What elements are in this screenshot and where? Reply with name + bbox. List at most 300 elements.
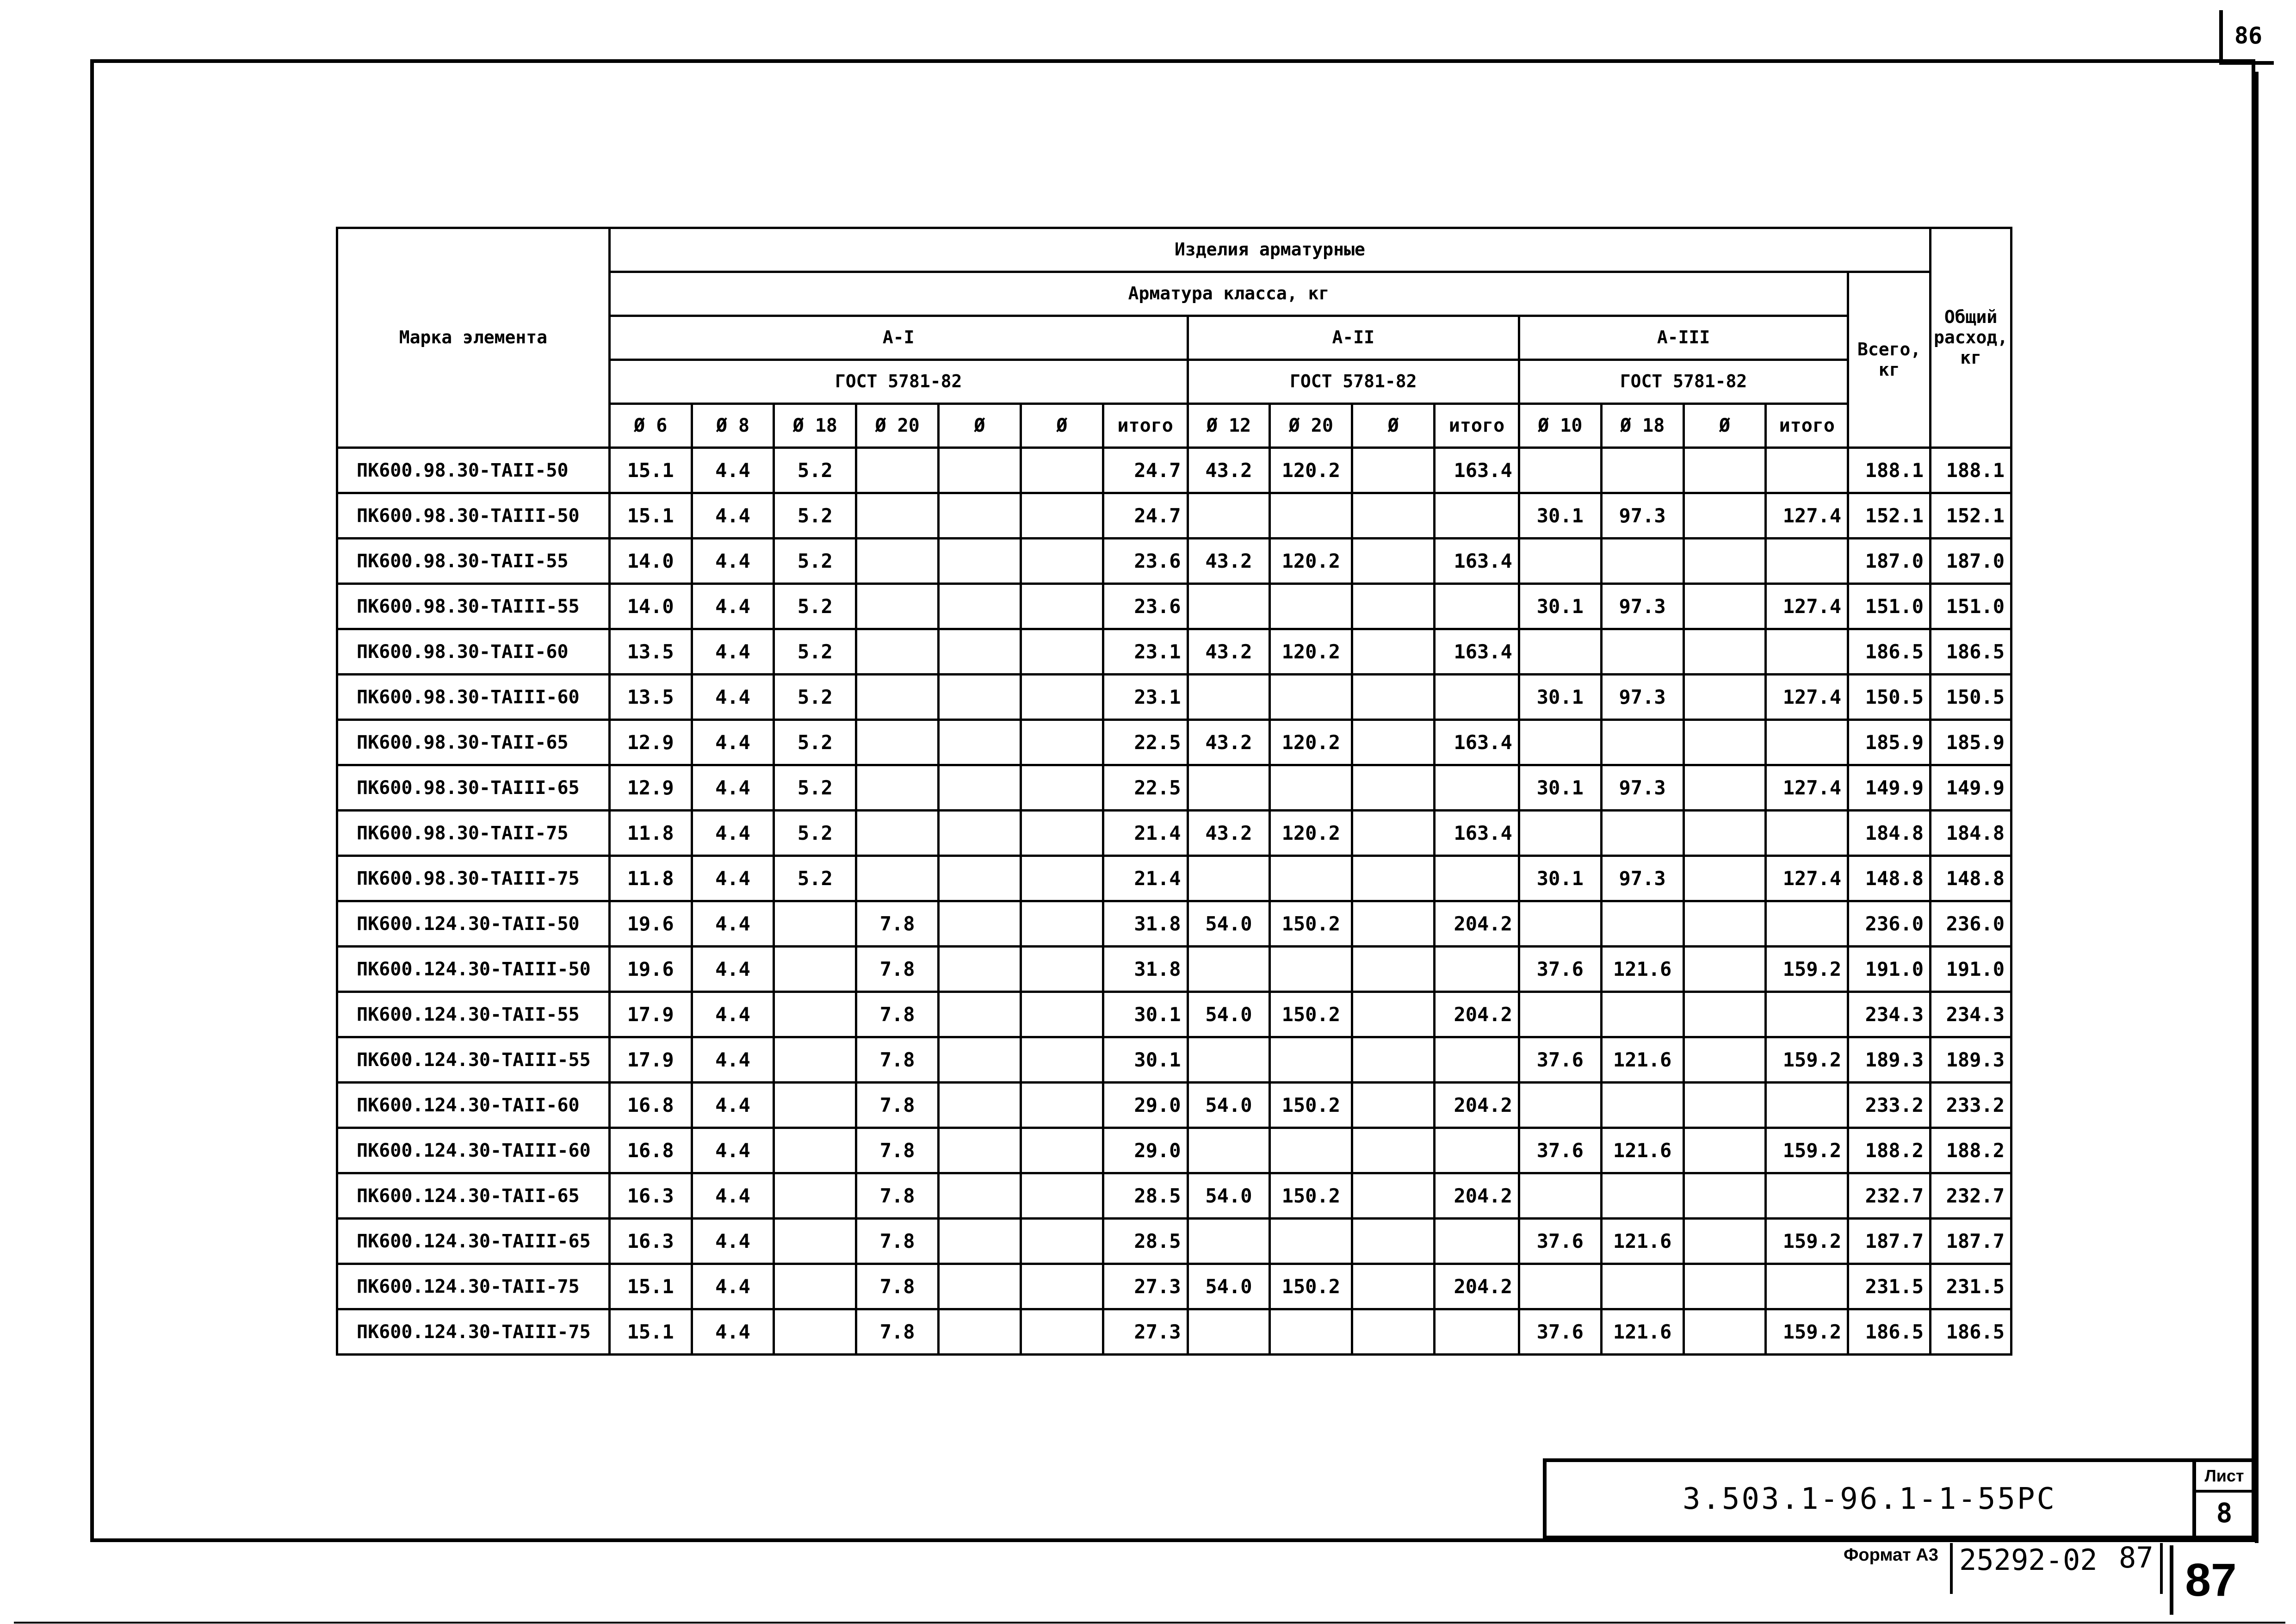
value-cell (939, 901, 1021, 947)
table-row (337, 1173, 2011, 1219)
value-cell: 5.2 (774, 629, 856, 675)
value-cell: 15.1 (609, 448, 692, 493)
value-cell: 7.8 (856, 1309, 939, 1355)
value-cell: 188.1 (1848, 448, 1931, 493)
value-cell: 5.2 (774, 539, 856, 584)
archive-code: 25292-02 (1959, 1543, 2098, 1577)
value-cell: 54.0 (1188, 1173, 1270, 1219)
value-cell: 4.4 (692, 539, 774, 584)
value-cell (1270, 675, 1352, 720)
header-gost-a3: ГОСТ 5781-82 (1519, 360, 1848, 404)
table-row (337, 584, 2011, 629)
value-cell: 184.8 (1848, 811, 1931, 856)
value-cell: 159.2 (1766, 1219, 1848, 1264)
value-cell (774, 1173, 856, 1219)
value-cell: 5.2 (774, 856, 856, 901)
value-cell (856, 856, 939, 901)
value-cell: 4.4 (692, 992, 774, 1037)
value-cell (1270, 1128, 1352, 1173)
table-row (337, 539, 2011, 584)
table-row (337, 493, 2011, 539)
value-cell: 11.8 (609, 811, 692, 856)
value-cell (939, 720, 1021, 765)
value-cell: 22.5 (1103, 765, 1188, 811)
value-cell: 7.8 (856, 1219, 939, 1264)
value-cell (1683, 493, 1766, 539)
value-cell (1766, 1264, 1848, 1309)
value-cell (939, 856, 1021, 901)
value-cell: 127.4 (1766, 675, 1848, 720)
value-cell: 43.2 (1188, 629, 1270, 675)
value-cell: 29.0 (1103, 1083, 1188, 1128)
value-cell: 30.1 (1103, 992, 1188, 1037)
table-row (337, 1128, 2011, 1173)
value-cell (1352, 765, 1435, 811)
value-cell: 120.2 (1270, 629, 1352, 675)
value-cell: 22.5 (1103, 720, 1188, 765)
value-cell: 159.2 (1766, 1128, 1848, 1173)
value-cell (1683, 675, 1766, 720)
value-cell: 185.9 (1931, 720, 2011, 765)
value-cell: 127.4 (1766, 584, 1848, 629)
value-cell: 163.4 (1435, 720, 1519, 765)
element-mark-cell: ПК600.98.30-ТАII-75 (337, 811, 610, 856)
table-row (337, 1037, 2011, 1083)
value-cell (774, 1264, 856, 1309)
value-cell: 127.4 (1766, 765, 1848, 811)
value-cell: 30.1 (1519, 856, 1601, 901)
header-gost-a1: ГОСТ 5781-82 (609, 360, 1188, 404)
header-mark: Марка элемента (337, 228, 610, 448)
table-row (337, 947, 2011, 992)
value-cell: 54.0 (1188, 1083, 1270, 1128)
value-cell: 232.7 (1931, 1173, 2011, 1219)
corner-page-number: 86 (2219, 10, 2274, 65)
value-cell (1021, 448, 1103, 493)
value-cell: 15.1 (609, 1264, 692, 1309)
value-cell (1188, 1219, 1270, 1264)
value-cell: 188.1 (1931, 448, 2011, 493)
sheet-number: 8 (2216, 1497, 2233, 1529)
value-cell: 97.3 (1601, 856, 1683, 901)
value-cell: 28.5 (1103, 1173, 1188, 1219)
value-cell: 163.4 (1435, 539, 1519, 584)
table-body (337, 448, 2011, 1355)
value-cell: 54.0 (1188, 992, 1270, 1037)
value-cell: 186.5 (1848, 629, 1931, 675)
value-cell (939, 1219, 1021, 1264)
value-cell: 21.4 (1103, 856, 1188, 901)
header-class-a2: A-II (1188, 316, 1519, 360)
value-cell (1766, 901, 1848, 947)
value-cell: 127.4 (1766, 493, 1848, 539)
value-cell: 150.2 (1270, 1173, 1352, 1219)
value-cell (1435, 584, 1519, 629)
element-mark-cell: ПК600.124.30-ТАIII-55 (337, 1037, 610, 1083)
value-cell (1352, 947, 1435, 992)
value-cell (1352, 1173, 1435, 1219)
value-cell: 31.8 (1103, 947, 1188, 992)
value-cell (1270, 856, 1352, 901)
value-cell (939, 1173, 1021, 1219)
value-cell: 150.2 (1270, 992, 1352, 1037)
value-cell: 236.0 (1931, 901, 2011, 947)
value-cell: 97.3 (1601, 675, 1683, 720)
value-cell: 4.4 (692, 947, 774, 992)
element-mark-cell: ПК600.98.30-ТАII-65 (337, 720, 610, 765)
value-cell (939, 448, 1021, 493)
value-cell (1021, 1128, 1103, 1173)
archive-sheet: 87 (2119, 1541, 2154, 1574)
table-row (337, 856, 2011, 901)
value-cell: 159.2 (1766, 1309, 1848, 1355)
value-cell (939, 493, 1021, 539)
header-diameter: Ø 12 (1188, 404, 1270, 448)
value-cell (1188, 1128, 1270, 1173)
value-cell: 13.5 (609, 675, 692, 720)
value-cell: 37.6 (1519, 1037, 1601, 1083)
table-row (337, 1309, 2011, 1355)
value-cell: 233.2 (1931, 1083, 2011, 1128)
value-cell (939, 992, 1021, 1037)
value-cell (1021, 1309, 1103, 1355)
value-cell: 4.4 (692, 629, 774, 675)
table-row (337, 1083, 2011, 1128)
value-cell (1601, 539, 1683, 584)
value-cell: 152.1 (1848, 493, 1931, 539)
value-cell: 4.4 (692, 1037, 774, 1083)
value-cell (1519, 992, 1601, 1037)
value-cell: 186.5 (1931, 629, 2011, 675)
value-cell: 5.2 (774, 448, 856, 493)
value-cell: 97.3 (1601, 584, 1683, 629)
value-cell: 151.0 (1848, 584, 1931, 629)
page-number: 87 (2170, 1545, 2248, 1615)
value-cell (856, 811, 939, 856)
value-cell: 30.1 (1103, 1037, 1188, 1083)
value-cell: 127.4 (1766, 856, 1848, 901)
value-cell: 163.4 (1435, 629, 1519, 675)
value-cell: 4.4 (692, 584, 774, 629)
element-mark-cell: ПК600.98.30-ТАIII-55 (337, 584, 610, 629)
value-cell: 4.4 (692, 901, 774, 947)
table-row (337, 765, 2011, 811)
value-cell (1435, 1309, 1519, 1355)
value-cell (774, 901, 856, 947)
element-mark-cell: ПК600.98.30-ТАIII-65 (337, 765, 610, 811)
value-cell: 236.0 (1848, 901, 1931, 947)
value-cell: 54.0 (1188, 1264, 1270, 1309)
value-cell: 121.6 (1601, 1309, 1683, 1355)
value-cell: 15.1 (609, 1309, 692, 1355)
value-cell (856, 675, 939, 720)
value-cell (1435, 947, 1519, 992)
value-cell: 5.2 (774, 720, 856, 765)
value-cell (939, 584, 1021, 629)
value-cell: 4.4 (692, 811, 774, 856)
format-label: Формат А3 (1844, 1545, 1938, 1565)
element-mark-cell: ПК600.124.30-ТАIII-50 (337, 947, 610, 992)
value-cell (1188, 947, 1270, 992)
table-row (337, 448, 2011, 493)
value-cell: 233.2 (1848, 1083, 1931, 1128)
value-cell (939, 1083, 1021, 1128)
value-cell: 27.3 (1103, 1264, 1188, 1309)
value-cell: 186.5 (1848, 1309, 1931, 1355)
value-cell (1435, 765, 1519, 811)
table-row (337, 1264, 2011, 1309)
value-cell: 4.4 (692, 1219, 774, 1264)
value-cell: 37.6 (1519, 947, 1601, 992)
value-cell (1352, 448, 1435, 493)
value-cell (939, 675, 1021, 720)
frame-edge (2255, 72, 2259, 1543)
value-cell: 7.8 (856, 1264, 939, 1309)
value-cell (1352, 1083, 1435, 1128)
value-cell (1021, 720, 1103, 765)
value-cell (774, 1128, 856, 1173)
value-cell: 16.8 (609, 1083, 692, 1128)
value-cell (1683, 1083, 1766, 1128)
value-cell (856, 720, 939, 765)
element-mark-cell: ПК600.124.30-ТАII-75 (337, 1264, 610, 1309)
value-cell (939, 1264, 1021, 1309)
value-cell (856, 629, 939, 675)
table-row (337, 811, 2011, 856)
value-cell (1519, 1264, 1601, 1309)
value-cell: 5.2 (774, 493, 856, 539)
value-cell: 151.0 (1931, 584, 2011, 629)
value-cell (1021, 947, 1103, 992)
value-cell (774, 947, 856, 992)
header-diameter: Ø (1021, 404, 1103, 448)
value-cell (1519, 539, 1601, 584)
value-cell: 204.2 (1435, 1173, 1519, 1219)
value-cell (1683, 448, 1766, 493)
value-cell: 30.1 (1519, 493, 1601, 539)
value-cell: 4.4 (692, 1128, 774, 1173)
value-cell (1188, 675, 1270, 720)
value-cell: 189.3 (1848, 1037, 1931, 1083)
value-cell: 28.5 (1103, 1219, 1188, 1264)
element-mark-cell: ПК600.98.30-ТАIII-60 (337, 675, 610, 720)
value-cell: 23.1 (1103, 629, 1188, 675)
value-cell: 15.1 (609, 493, 692, 539)
element-mark-cell: ПК600.98.30-ТАIII-50 (337, 493, 610, 539)
value-cell: 163.4 (1435, 811, 1519, 856)
value-cell (1021, 675, 1103, 720)
header-class-a1: A-I (609, 316, 1188, 360)
value-cell: 159.2 (1766, 1037, 1848, 1083)
value-cell: 120.2 (1270, 539, 1352, 584)
value-cell: 37.6 (1519, 1128, 1601, 1173)
element-mark-cell: ПК600.124.30-ТАIII-75 (337, 1309, 610, 1355)
value-cell (1766, 811, 1848, 856)
value-cell: 150.2 (1270, 1083, 1352, 1128)
value-cell: 4.4 (692, 675, 774, 720)
value-cell (1021, 992, 1103, 1037)
value-cell: 7.8 (856, 947, 939, 992)
value-cell: 185.9 (1848, 720, 1931, 765)
value-cell (1519, 1173, 1601, 1219)
header-diameter: Ø (1352, 404, 1435, 448)
value-cell: 159.2 (1766, 947, 1848, 992)
value-cell (1352, 901, 1435, 947)
value-cell (1021, 765, 1103, 811)
value-cell (1683, 1037, 1766, 1083)
value-cell (1352, 856, 1435, 901)
bottom-rule (14, 1622, 2285, 1624)
value-cell (1601, 811, 1683, 856)
value-cell (1683, 629, 1766, 675)
value-cell (1435, 493, 1519, 539)
value-cell (1188, 765, 1270, 811)
value-cell (856, 539, 939, 584)
header-rebar-class: Арматура класса, кг (609, 272, 1848, 316)
value-cell: 37.6 (1519, 1219, 1601, 1264)
element-mark-cell: ПК600.124.30-ТАII-60 (337, 1083, 610, 1128)
value-cell: 149.9 (1931, 765, 2011, 811)
element-mark-cell: ПК600.98.30-ТАII-60 (337, 629, 610, 675)
value-cell: 7.8 (856, 1037, 939, 1083)
value-cell: 30.1 (1519, 675, 1601, 720)
value-cell (1766, 1083, 1848, 1128)
value-cell: 4.4 (692, 1083, 774, 1128)
value-cell: 43.2 (1188, 539, 1270, 584)
value-cell: 234.3 (1931, 992, 2011, 1037)
value-cell (1683, 1264, 1766, 1309)
value-cell (939, 629, 1021, 675)
value-cell (939, 765, 1021, 811)
value-cell: 204.2 (1435, 992, 1519, 1037)
value-cell (1021, 1219, 1103, 1264)
value-cell: 4.4 (692, 493, 774, 539)
value-cell: 120.2 (1270, 811, 1352, 856)
value-cell: 148.8 (1931, 856, 2011, 901)
header-diameter: Ø (939, 404, 1021, 448)
value-cell (1352, 1264, 1435, 1309)
value-cell (1188, 1309, 1270, 1355)
value-cell (939, 811, 1021, 856)
value-cell (1352, 675, 1435, 720)
value-cell (1270, 947, 1352, 992)
value-cell: 4.4 (692, 720, 774, 765)
value-cell: 5.2 (774, 584, 856, 629)
value-cell (1601, 720, 1683, 765)
value-cell (1270, 584, 1352, 629)
value-cell (1270, 1219, 1352, 1264)
value-cell: 150.2 (1270, 1264, 1352, 1309)
header-diameter: Ø 10 (1519, 404, 1601, 448)
value-cell (939, 1037, 1021, 1083)
value-cell: 187.7 (1931, 1219, 2011, 1264)
value-cell (1021, 1173, 1103, 1219)
value-cell (1188, 493, 1270, 539)
element-mark-cell: ПК600.124.30-ТАIII-60 (337, 1128, 610, 1173)
value-cell: 29.0 (1103, 1128, 1188, 1173)
value-cell: 234.3 (1848, 992, 1931, 1037)
value-cell (1188, 584, 1270, 629)
value-cell (856, 448, 939, 493)
element-mark-cell: ПК600.124.30-ТАII-55 (337, 992, 610, 1037)
value-cell (1021, 584, 1103, 629)
value-cell (1352, 539, 1435, 584)
value-cell: 17.9 (609, 992, 692, 1037)
value-cell: 149.9 (1848, 765, 1931, 811)
table-row (337, 901, 2011, 947)
value-cell (1435, 856, 1519, 901)
value-cell (1683, 765, 1766, 811)
table-row (337, 675, 2011, 720)
value-cell (1766, 992, 1848, 1037)
value-cell (939, 539, 1021, 584)
value-cell (1601, 629, 1683, 675)
rebar-specification-table (336, 227, 2012, 1356)
value-cell (1435, 1219, 1519, 1264)
value-cell: 23.6 (1103, 539, 1188, 584)
value-cell (1188, 1037, 1270, 1083)
value-cell: 204.2 (1435, 901, 1519, 947)
value-cell: 11.8 (609, 856, 692, 901)
value-cell: 186.5 (1931, 1309, 2011, 1355)
table-row (337, 629, 2011, 675)
value-cell: 191.0 (1848, 947, 1931, 992)
value-cell (1766, 448, 1848, 493)
value-cell: 4.4 (692, 1264, 774, 1309)
value-cell: 54.0 (1188, 901, 1270, 947)
value-cell (1519, 720, 1601, 765)
value-cell (1601, 992, 1683, 1037)
value-cell (1683, 992, 1766, 1037)
value-cell: 4.4 (692, 448, 774, 493)
table-row (337, 992, 2011, 1037)
value-cell (1435, 675, 1519, 720)
value-cell: 150.2 (1270, 901, 1352, 947)
header-diameter: Ø 8 (692, 404, 774, 448)
value-cell: 4.4 (692, 1173, 774, 1219)
value-cell (1352, 1037, 1435, 1083)
value-cell (1021, 1264, 1103, 1309)
value-cell: 97.3 (1601, 765, 1683, 811)
value-cell (1352, 811, 1435, 856)
value-cell: 7.8 (856, 1173, 939, 1219)
value-cell: 120.2 (1270, 720, 1352, 765)
value-cell: 121.6 (1601, 1219, 1683, 1264)
value-cell: 231.5 (1848, 1264, 1931, 1309)
value-cell: 189.3 (1931, 1037, 2011, 1083)
header-diameter: Ø (1683, 404, 1766, 448)
value-cell: 97.3 (1601, 493, 1683, 539)
value-cell: 7.8 (856, 1128, 939, 1173)
value-cell: 12.9 (609, 765, 692, 811)
value-cell (856, 493, 939, 539)
value-cell: 187.0 (1931, 539, 2011, 584)
value-cell (774, 992, 856, 1037)
value-cell: 7.8 (856, 992, 939, 1037)
value-cell (1601, 448, 1683, 493)
sheet-label: Лист (2196, 1462, 2253, 1493)
header-overall: Общий расход, кг (1931, 228, 2011, 448)
value-cell (1766, 629, 1848, 675)
value-cell (1021, 539, 1103, 584)
value-cell (1352, 1219, 1435, 1264)
table-row (337, 1219, 2011, 1264)
value-cell (1352, 493, 1435, 539)
value-cell (939, 1128, 1021, 1173)
value-cell (1352, 992, 1435, 1037)
value-cell: 19.6 (609, 901, 692, 947)
value-cell: 7.8 (856, 1083, 939, 1128)
